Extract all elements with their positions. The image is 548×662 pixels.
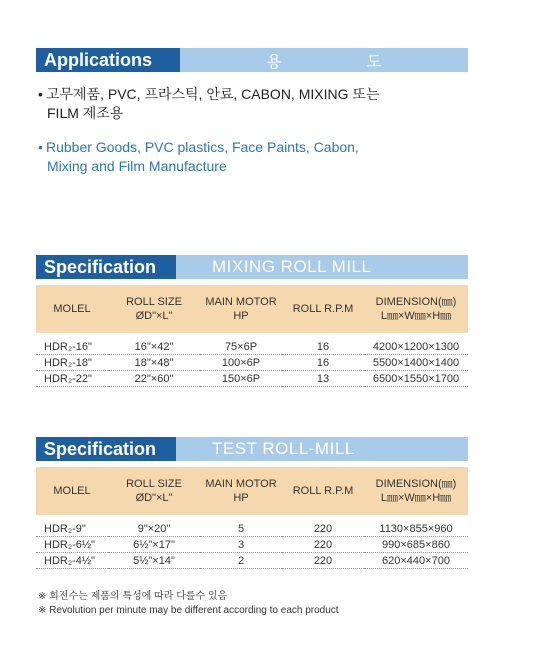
col-model: MOLEL: [53, 303, 91, 315]
spec1-header: [36, 255, 468, 279]
cell-dimension: 1130×855×960: [364, 515, 468, 537]
cell-roll-size: 6½"×17": [108, 537, 200, 553]
spec2-subtitle: TEST ROLL-MILL: [176, 437, 468, 461]
col-roll-size-label: ROLL SIZE: [126, 296, 182, 308]
spec1-table: [36, 285, 468, 387]
application-bullet-ko: [38, 85, 379, 123]
spec1-subtitle: MIXING ROLL MILL: [176, 255, 468, 279]
cell-rpm: 220: [282, 553, 364, 569]
cell-model: HDR₂-16": [36, 333, 108, 355]
cell-roll-size: 5½"×14": [108, 553, 200, 569]
cell-model: HDR₂-6½": [36, 537, 108, 553]
col-dim-sub: L㎜×W㎜×H㎜: [380, 492, 452, 504]
bullet-ko-line1: 고무제품, PVC, 프라스틱, 안료, CABON, MIXING 또는: [46, 86, 380, 102]
cell-model: HDR₂-18": [36, 355, 108, 371]
cell-roll-size: 18"×48": [108, 355, 200, 371]
table-row: [36, 371, 468, 387]
cell-roll-size: 16"×42": [108, 333, 200, 355]
spec2-header-row: [36, 467, 468, 515]
cell-motor: 2: [200, 553, 282, 569]
col-dim-label: DIMENSION(㎜): [375, 296, 457, 308]
cell-rpm: 16: [282, 333, 364, 355]
cell-dimension: 620×440×700: [364, 553, 468, 569]
cell-model: HDR₂-4½": [36, 553, 108, 569]
footnotes: [38, 590, 339, 618]
cell-model: HDR₂-22": [36, 371, 108, 387]
bullet-en-line1: Rubber Goods, PVC plastics, Face Paints, Cabon,: [46, 139, 359, 155]
footnote-ko: ※ 회전수는 제품의 특성에 따라 다를수 있음: [38, 591, 228, 602]
spec2-header: [36, 437, 468, 461]
cell-dimension: 5500×1400×1400: [364, 355, 468, 371]
application-bullet-en: [38, 138, 359, 176]
bullet-en-line2: Mixing and Film Manufacture: [47, 158, 227, 174]
applications-header: [36, 48, 468, 72]
cell-rpm: 16: [282, 355, 364, 371]
cell-rpm: 220: [282, 515, 364, 537]
col-motor: [200, 467, 282, 515]
applications-title: Applications: [36, 48, 180, 72]
col-model: MOLEL: [53, 485, 91, 497]
spec2-title: Specification: [36, 437, 176, 461]
cell-dimension: 990×685×860: [364, 537, 468, 553]
cell-dimension: 6500×1550×1700: [364, 371, 468, 387]
spec1-header-row: [36, 285, 468, 333]
cell-motor: 3: [200, 537, 282, 553]
bullet-mark: •: [38, 139, 43, 155]
col-motor-label: MAIN MOTOR: [205, 478, 277, 490]
col-rpm: ROLL R.P.M: [292, 485, 354, 497]
col-motor: [200, 285, 282, 333]
col-rpm: ROLL R.P.M: [292, 303, 354, 315]
cell-roll-size: 22"×60": [108, 371, 200, 387]
col-dim-sub: L㎜×W㎜×H㎜: [380, 310, 452, 322]
col-roll-size-sub: ØD"×L": [135, 492, 173, 504]
cell-model: HDR₂-9": [36, 515, 108, 537]
cell-motor: 100×6P: [200, 355, 282, 371]
bullet-mark: •: [38, 86, 43, 102]
table-row: [36, 553, 468, 569]
cell-dimension: 4200×1200×1300: [364, 333, 468, 355]
cell-rpm: 220: [282, 537, 364, 553]
cell-motor: 75×6P: [200, 333, 282, 355]
cell-motor: 5: [200, 515, 282, 537]
cell-roll-size: 9"×20": [108, 515, 200, 537]
col-roll-size-sub: ØD"×L": [135, 310, 173, 322]
spec2-table: [36, 467, 468, 569]
cell-rpm: 13: [282, 371, 364, 387]
bullet-ko-line2: FILM 제조용: [47, 105, 124, 121]
table-row: [36, 333, 468, 355]
col-dim-label: DIMENSION(㎜): [375, 478, 457, 490]
applications-title-ko: 용 도: [180, 48, 468, 72]
table-row: [36, 515, 468, 537]
footnote-en: ※ Revolution per minute may be different according to each product: [38, 605, 339, 616]
col-roll-size: [108, 467, 200, 515]
col-motor-sub: HP: [233, 492, 249, 504]
table-row: [36, 537, 468, 553]
col-roll-size: [108, 285, 200, 333]
col-motor-label: MAIN MOTOR: [205, 296, 277, 308]
col-dimension: [364, 467, 468, 515]
cell-motor: 150×6P: [200, 371, 282, 387]
col-motor-sub: HP: [233, 310, 249, 322]
col-dimension: [364, 285, 468, 333]
table-row: [36, 355, 468, 371]
spec1-title: Specification: [36, 255, 176, 279]
col-roll-size-label: ROLL SIZE: [126, 478, 182, 490]
